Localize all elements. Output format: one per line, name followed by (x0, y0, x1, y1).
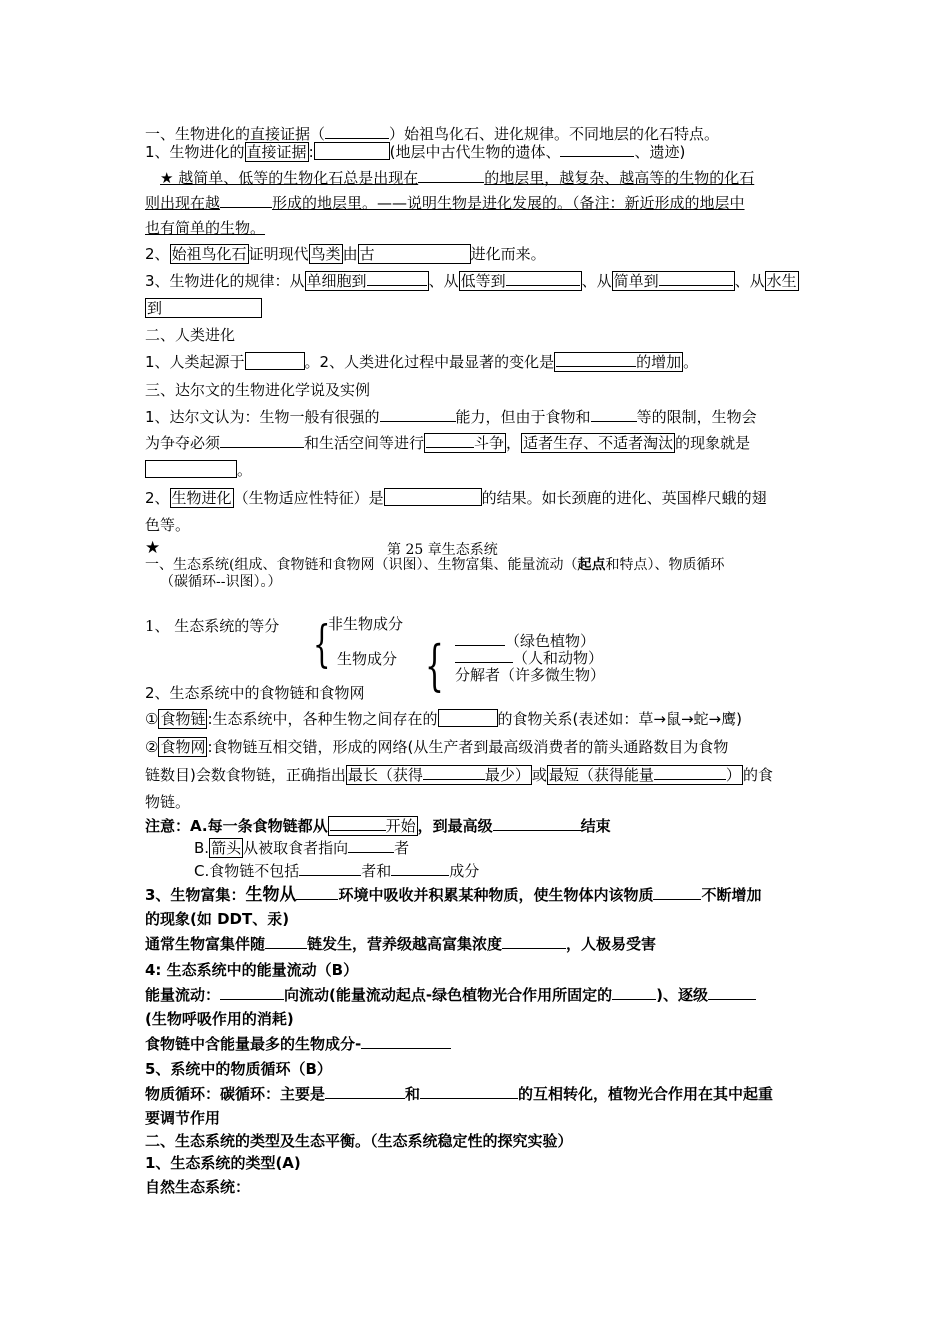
line-food-web-3: 物链。 (145, 793, 191, 811)
star-marker: ★ (145, 538, 161, 558)
line-archaeopteryx: 2、 始祖鸟化石 证明现代 鸟类 由 古 进化而来。 (145, 245, 546, 263)
blank-box (314, 142, 390, 160)
types-heading: 二、生态系统的类型及生态平衡。（生态系统稳定性的探究实验） (145, 1132, 573, 1150)
note-a: 注意：A.每一条食物链都从 开始 ，到最高级 结束 (145, 817, 611, 835)
blank (560, 142, 634, 157)
line-bioaccum-1: 3、生物富集：生物从 环境中吸收并积累某种物质，使生物体内该物质 不断增加 (145, 885, 762, 905)
note-c: C.食物链不包括 者和 成分 (194, 862, 480, 880)
line-food-web-2: 链数目)会数食物链，正确指出 最长（获得 最少） 或 最短（获得能量 ） 的食 (145, 766, 773, 784)
line-darwin-5: 色等。 (145, 516, 191, 534)
biotic-label: 生物成分 (337, 650, 398, 668)
foodchain-heading: 2、生态系统中的食物链和食物网 (145, 684, 365, 702)
blank (325, 124, 389, 139)
decomposer-line: 分解者（许多微生物） (455, 666, 606, 684)
section-heading-darwin: 三、达尔文的生物进化学说及实例 (145, 381, 371, 399)
section-heading-evidence: 一、生物进化的直接证据（ ）始祖鸟化石、进化规律。不同地层的化石特点。 (145, 125, 720, 143)
chapter-outline-1: 一、生态系统(组成、食物链和食物网（识图）、生物富集、能量流动（起点和特点）、物质循环 (145, 557, 725, 573)
line-evolution-rules-cont: 到 (145, 298, 262, 318)
line-energy-3: 食物链中含能量最多的生物成分- (145, 1034, 451, 1054)
line-human-origin: 1、人类起源于 。2、人类进化过程中最显著的变化是 的增加 。 (145, 353, 699, 371)
line-energy-2: (生物呼吸作用的消耗) (145, 1010, 294, 1028)
star-note-line3: 也有简单的生物。 (145, 219, 266, 237)
line-energy-1: 能量流动： 向流动(能量流动起点-绿色植物光合作用所固定的 )、逐级 (145, 985, 756, 1005)
star-note-line2: 则出现在越 形成的地层里。——说明生物是进化发展的。（备注：新近形成的地层中 (145, 194, 745, 212)
abiotic-label: 非生物成分 (328, 615, 404, 633)
note-b: B. 箭头 从被取食者指向 者 (194, 839, 410, 857)
line-darwin-2: 为争夺必须 和生活空间等进行 斗争 ， 适者生存、不适者淘汰 的现象就是 (145, 434, 751, 452)
line-darwin-1: 1、达尔文认为：生物一般有很强的 能力，但由于食物和 等的限制，生物会 (145, 408, 757, 426)
section-heading-human: 二、人类进化 (145, 326, 236, 344)
line-darwin-4: 2、 生物进化 （生物适应性特征）是 的结果。如长颈鹿的进化、英国桦尺蛾的翅 (145, 489, 767, 507)
cycle-heading: 5、系统中的物质循环（B） (145, 1060, 332, 1078)
brace: { (425, 634, 444, 697)
line-bioaccum-2: 的现象(如 DDT、汞) (145, 910, 290, 928)
line-food-web-1: ② 食物网 :食物链互相交错，形成的网络(从生产者到最高级消费者的箭头通路数目为食物 (145, 738, 729, 756)
line-darwin-3: 。 (145, 460, 252, 480)
types-line-2: 自然生态系统： (145, 1178, 251, 1196)
line-evolution-rules: 3、生物进化的规律：从 单细胞到 、从 低等到 、从 简单到 、从 水生 (145, 272, 797, 290)
chapter-outline-2: （碳循环--识图）。） (160, 574, 282, 590)
energy-heading: 4: 生态系统中的能量流动（B） (145, 961, 359, 979)
line-cycle-2: 要调节作用 (145, 1109, 221, 1127)
producer-line: （绿色植物） (455, 631, 595, 651)
brace: { (313, 615, 331, 673)
consumer-line: （人和动物） (455, 648, 603, 668)
line-cycle-1: 物质循环：碳循环：主要是 和 的互相转化，植物光合作用在其中起重 (145, 1085, 774, 1103)
star-note-line1: ★ 越简单、低等的生物化石总是出现在 的地层里，越复杂、越高等的生物的化石 (160, 169, 755, 187)
line-food-chain: ① 食物链 :生态系统中，各种生物之间存在的 的食物关系(表述如：草→鼠→蛇→鹰) (145, 710, 742, 728)
chapter-title: 第 25 章生态系统 (387, 542, 498, 558)
line-bioaccum-3: 通常生物富集伴随 链发生，营养级越高富集浓度 ，人极易受害 (145, 935, 657, 953)
eco-composition-title: 1、 生态系统的等分 (145, 617, 280, 635)
types-line-1: 1、生态系统的类型(A) (145, 1154, 301, 1172)
line-direct-evidence: 1、生物进化的 直接证据 : (地层中古代生物的遗体、 、遗迹) (145, 143, 686, 161)
